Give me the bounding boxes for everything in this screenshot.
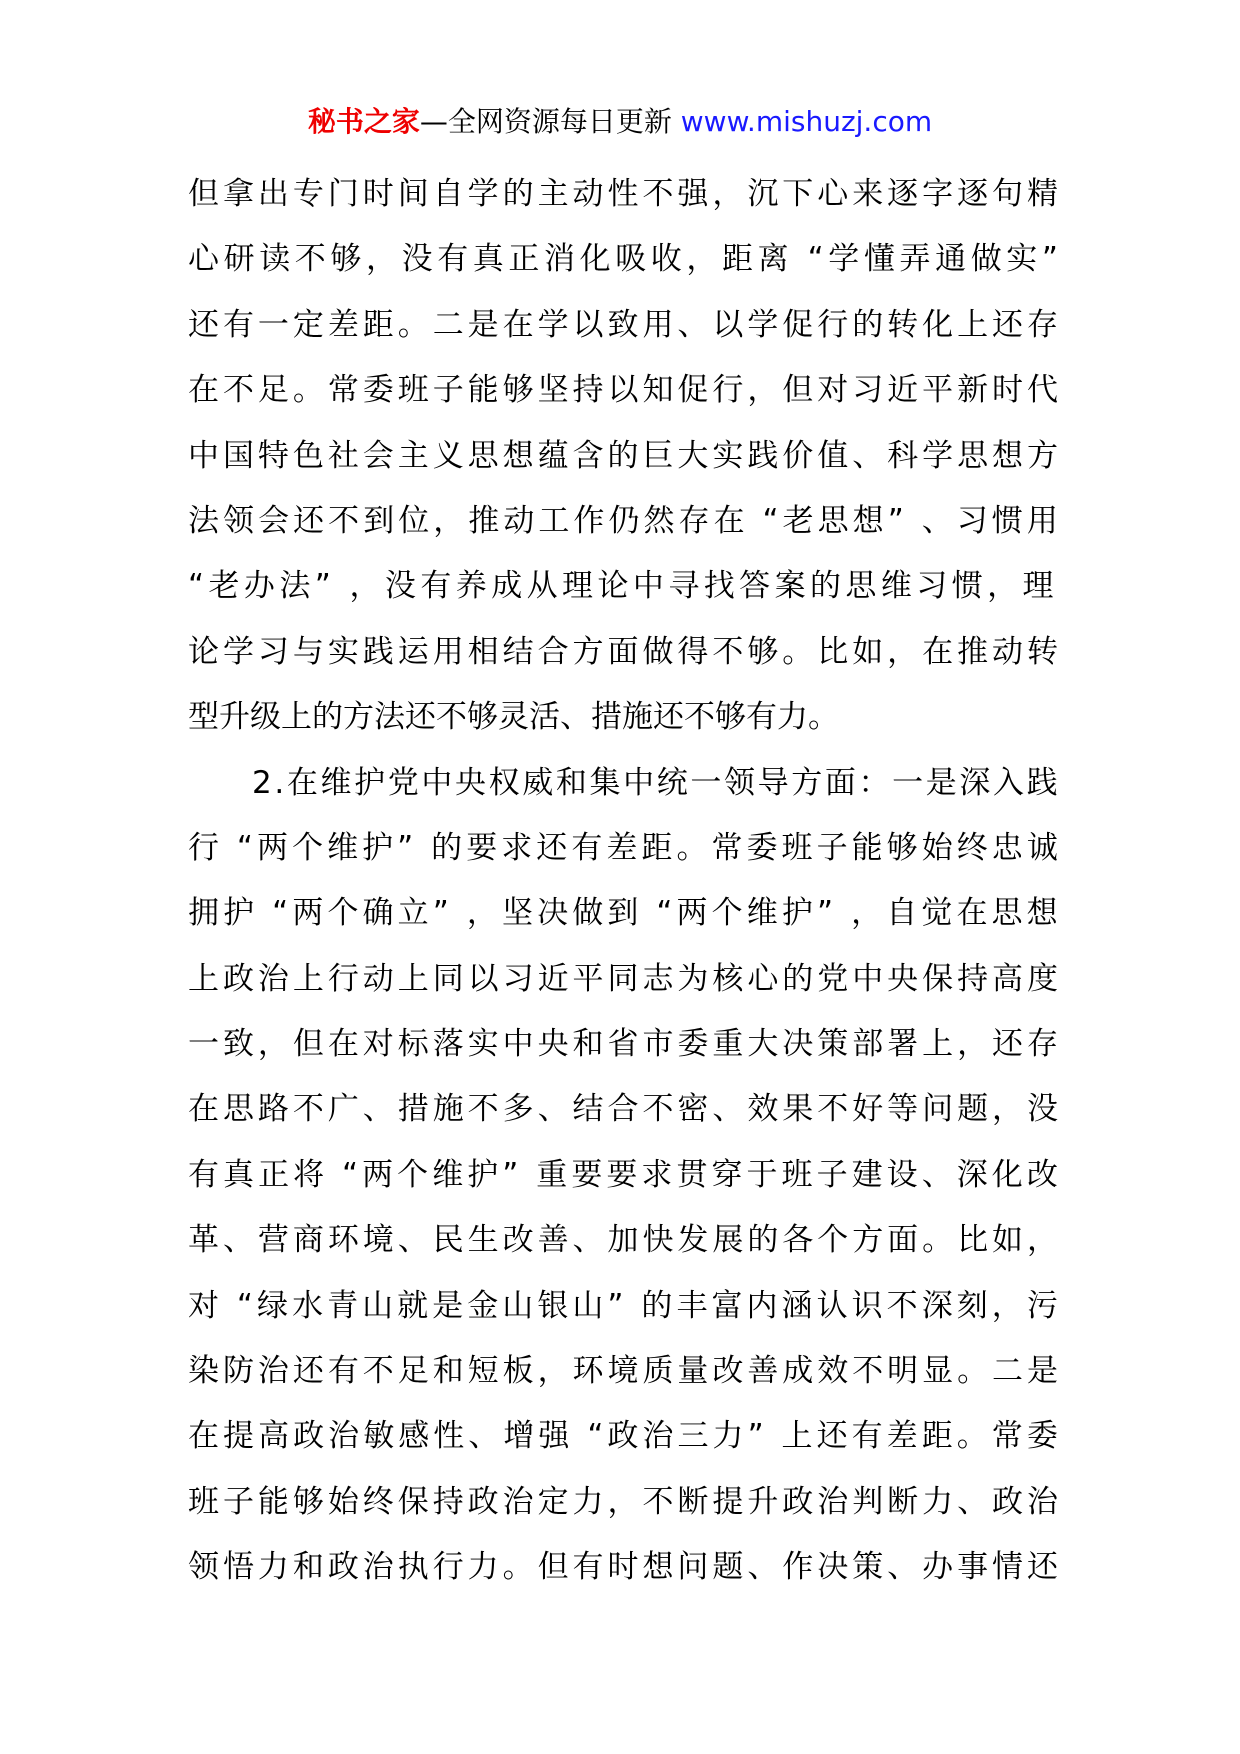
text-line: 染防治还有不足和短板，环境质量改善成效不明显。二是 <box>188 1353 1062 1390</box>
document-body <box>188 162 1063 1601</box>
text-line: 行 “两个维护” 的要求还有差距。常委班子能够始终忠诚 <box>188 829 1062 866</box>
site-url-link[interactable]: www.mishuzj.com <box>680 105 933 138</box>
text-line: 在提高政治敏感性、增强 “政治三力” 上还有差距。常委 <box>188 1418 1062 1455</box>
text-line: 班子能够始终保持政治定力，不断提升政治判断力、政治 <box>188 1483 1062 1520</box>
header-tagline: —全网资源每日更新 <box>419 105 681 138</box>
text-line: 2.在维护党中央权威和集中统一领导方面：一是深入践 <box>252 764 1061 801</box>
text-line: 上政治上行动上同以习近平同志为核心的党中央保持高度 <box>188 960 1062 997</box>
text-line: 论学习与实践运用相结合方面做得不够。比如，在推动转 <box>188 633 1062 670</box>
text-line: 中国特色社会主义思想蕴含的巨大实践价值、科学思想方 <box>188 437 1062 474</box>
text-line: 领悟力和政治执行力。但有时想问题、作决策、办事情还 <box>188 1549 1062 1586</box>
text-line: 有真正将 “两个维护” 重要要求贯穿于班子建设、深化改 <box>188 1156 1062 1193</box>
page-header <box>0 100 1240 144</box>
text-line: 但拿出专门时间自学的主动性不强，沉下心来逐字逐句精 <box>188 176 1062 212</box>
text-line: 在思路不广、措施不多、结合不密、效果不好等问题，没 <box>188 1091 1062 1128</box>
text-line: 心研读不够，没有真正消化吸收，距离 “学懂弄通做实” <box>188 241 1063 278</box>
text-line: “老办法” ，没有养成从理论中寻找答案的思维习惯，理 <box>188 568 1058 605</box>
text-line: 拥护 “两个确立” ，坚决做到 “两个维护” ，自觉在思想 <box>188 895 1062 932</box>
text-line: 在不足。常委班子能够坚持以知促行，但对习近平新时代 <box>188 372 1062 409</box>
text-line: 革、营商环境、民生改善、加快发展的各个方面。比如， <box>188 1222 1062 1259</box>
text-line: 型升级上的方法还不够灵活、措施还不够有力。 <box>188 699 839 736</box>
brand-name: 秘书之家 <box>307 105 420 138</box>
text-line: 对 “绿水青山就是金山银山” 的丰富内涵认识不深刻，污 <box>188 1287 1062 1324</box>
text-line: 一致，但在对标落实中央和省市委重大决策部署上，还存 <box>188 1026 1062 1063</box>
text-line: 法领会还不到位，推动工作仍然存在 “老思想” 、习惯用 <box>188 502 1062 539</box>
text-line: 还有一定差距。二是在学以致用、以学促行的转化上还存 <box>188 306 1062 343</box>
